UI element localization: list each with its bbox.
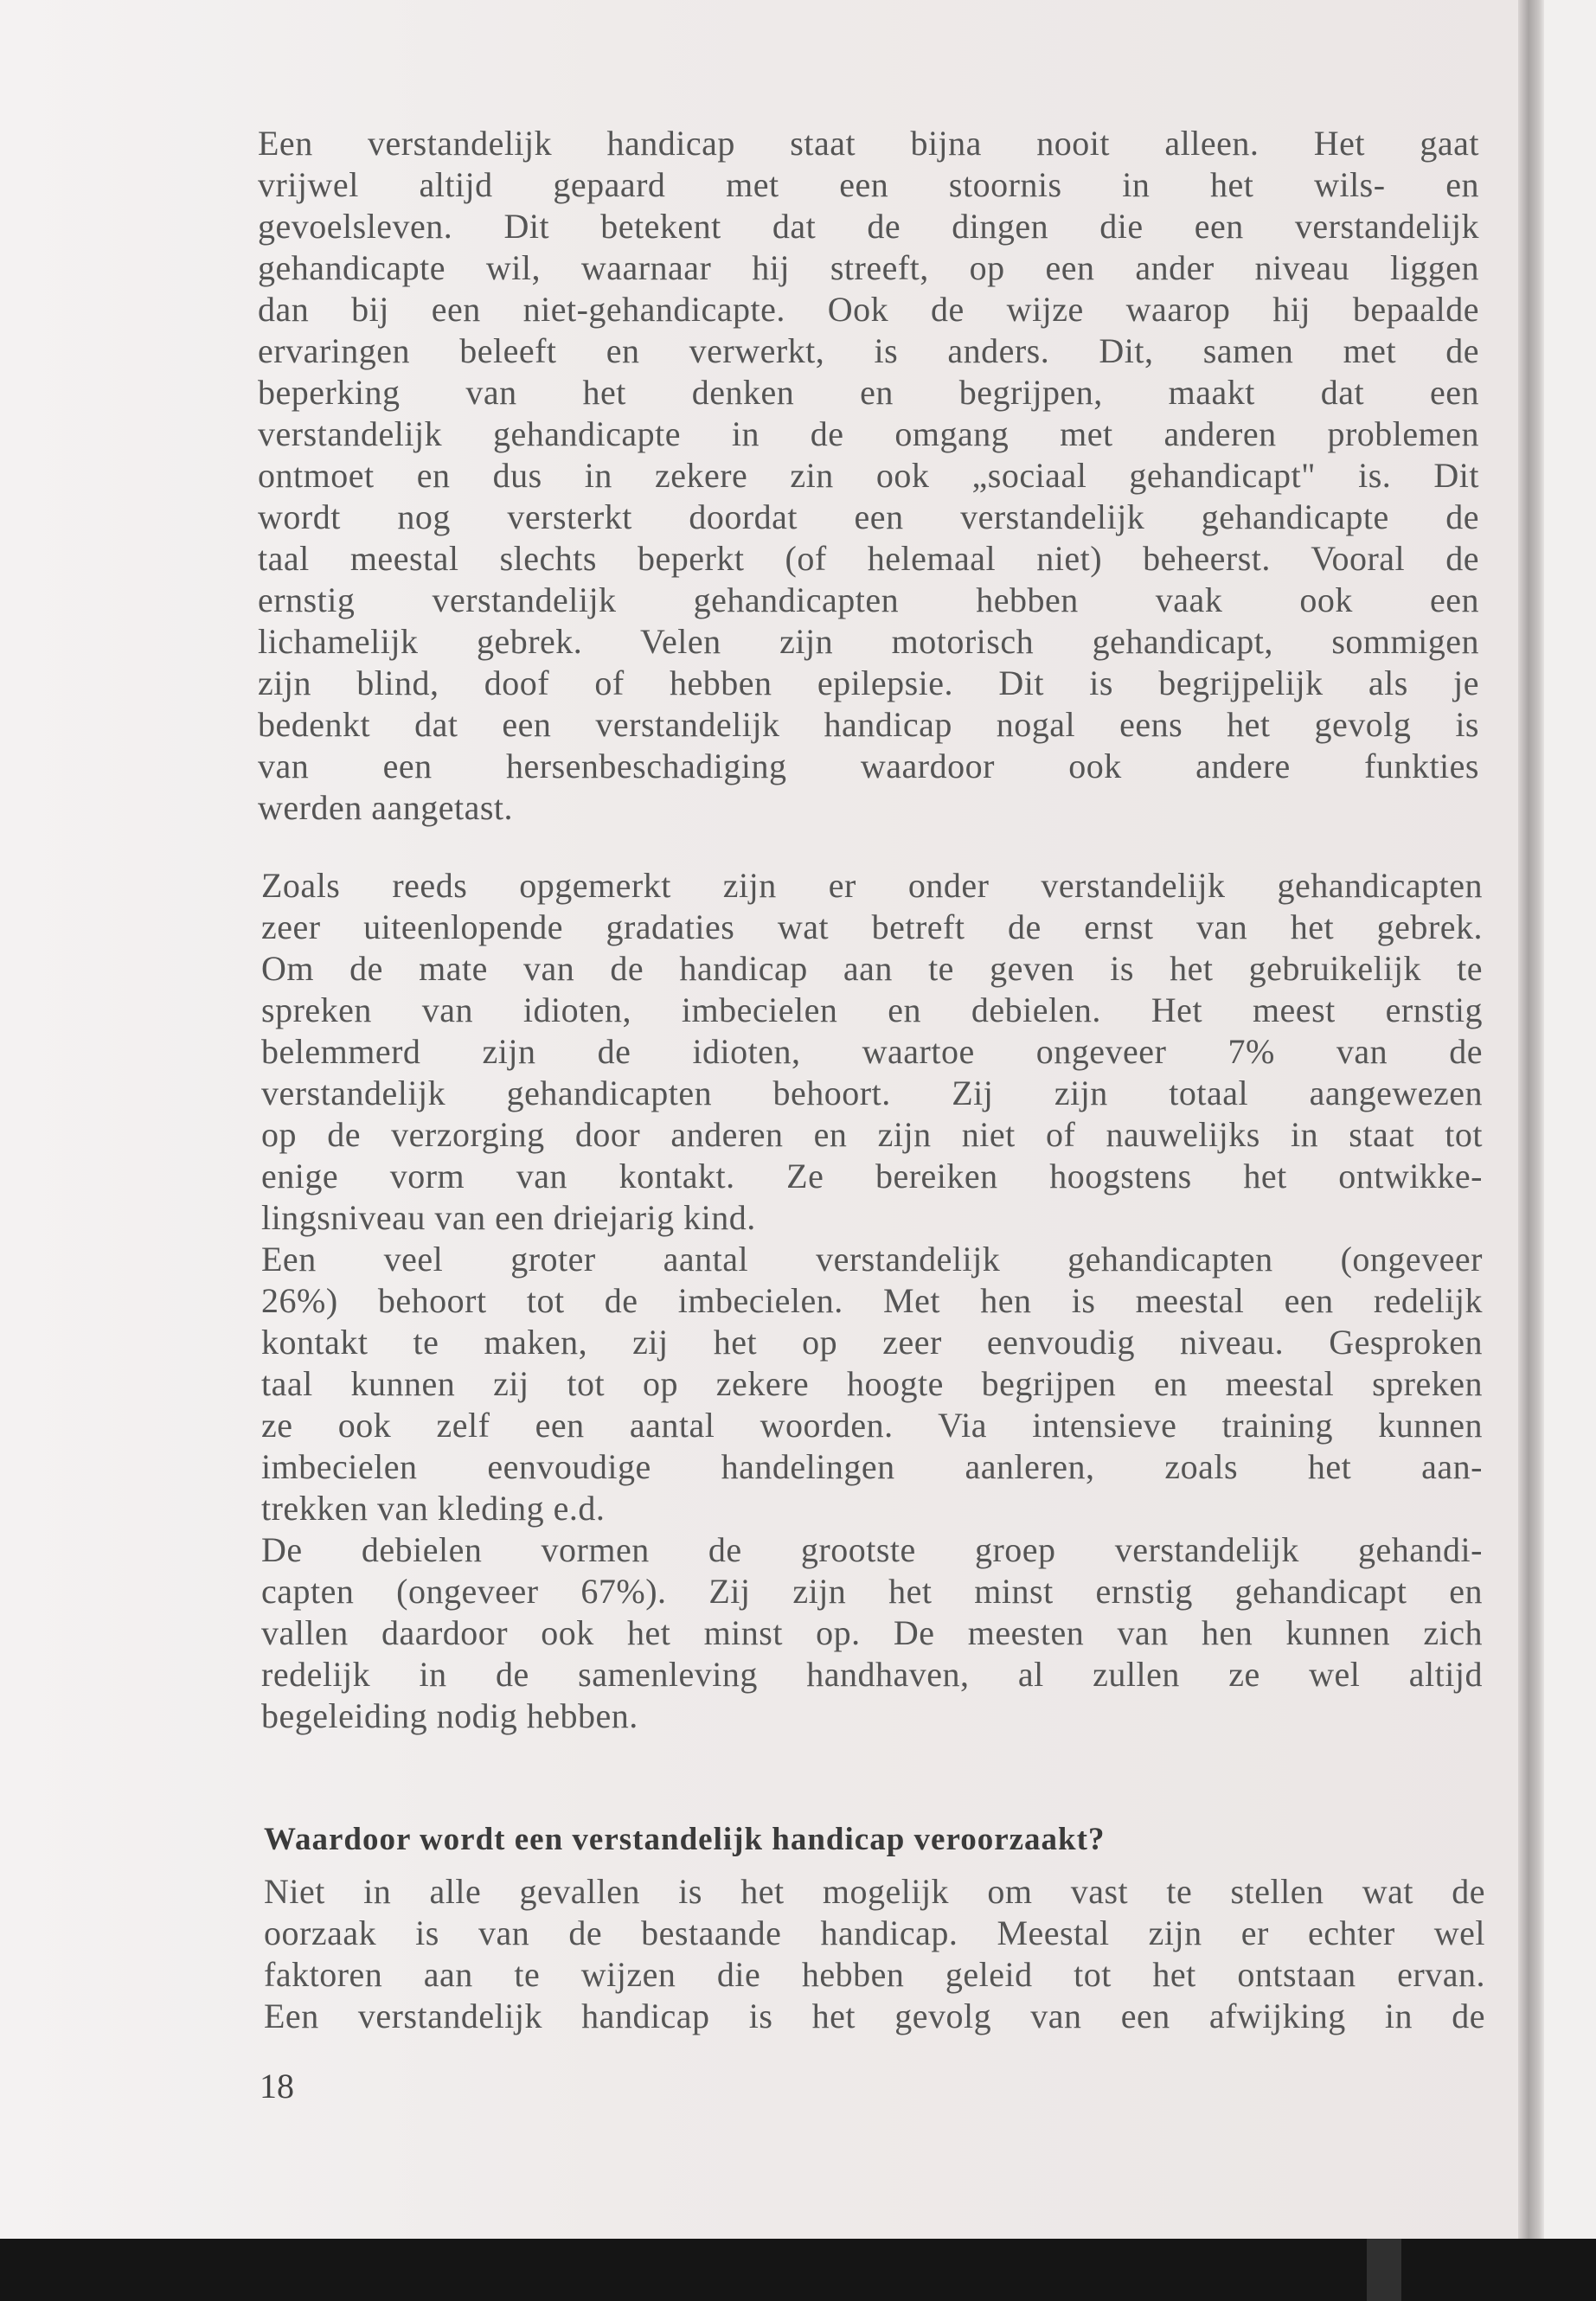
text-line: beperking van het denken en begrijpen, maakt dat een — [258, 373, 1479, 412]
text-line: Niet in alle gevallen is het mogelijk om vast te stellen wat de — [264, 1872, 1485, 1911]
text-line: belemmerd zijn de idioten, waartoe ongeveer 7% van de — [261, 1032, 1483, 1071]
text-line: wordt nog versterkt doordat een verstandelijk gehandicapte de — [258, 497, 1479, 536]
text-line: vrijwel altijd gepaard met een stoornis in het wils- en — [258, 165, 1479, 204]
text-line: begeleiding nodig hebben. — [261, 1696, 638, 1735]
text-line: Een verstandelijk handicap is het gevolg van een afwijking in de — [264, 1997, 1485, 2035]
text-line: gevoelsleven. Dit betekent dat de dingen die een verstandelijk — [258, 207, 1479, 246]
scan-bottom-border — [0, 2239, 1596, 2301]
text-line: kontakt te maken, zij het op zeer eenvoudig niveau. Gesproken — [261, 1323, 1483, 1362]
text-line: Een veel groter aantal verstandelijk gehandicapten (ongeveer — [261, 1240, 1483, 1279]
text-line: Een verstandelijk handicap staat bijna nooit alleen. Het gaat — [258, 124, 1479, 163]
text-line: verstandelijk gehandicapte in de omgang met anderen problemen — [258, 414, 1479, 453]
text-line: oorzaak is van de bestaande handicap. Meestal zijn er echter wel — [264, 1913, 1485, 1952]
text-line: redelijk in de samenleving handhaven, al zullen ze wel altijd — [261, 1655, 1483, 1694]
text-line: 26%) behoort tot de imbecielen. Met hen is meestal een redelijk — [261, 1281, 1483, 1320]
text-line: ervaringen beleeft en verwerkt, is anders. Dit, samen met de — [258, 331, 1479, 370]
text-line: van een hersenbeschadiging waardoor ook andere funkties — [258, 747, 1479, 785]
text-line: bedenkt dat een verstandelijk handicap nogal eens het gevolg is — [258, 705, 1479, 744]
text-line: trekken van kleding e.d. — [261, 1489, 606, 1528]
adjacent-page-edge — [1544, 0, 1596, 2249]
text-line: Zoals reeds opgemerkt zijn er onder verstandelijk gehandicapten — [261, 866, 1483, 905]
text-line: verstandelijk gehandicapten behoort. Zij zijn totaal aangewezen — [261, 1074, 1483, 1112]
text-line: werden aangetast. — [258, 788, 514, 827]
text-line: zijn blind, doof of hebben epilepsie. Dit is begrijpelijk als je — [258, 663, 1479, 702]
text-line: Om de mate van de handicap aan te geven is het gebruikelijk te — [261, 949, 1483, 988]
text-line: dan bij een niet-gehandicapte. Ook de wijze waarop hij bepaalde — [258, 290, 1479, 329]
text-line: lichamelijk gebrek. Velen zijn motorisch gehandicapt, sommigen — [258, 622, 1479, 661]
text-line: De debielen vormen de grootste groep verstandelijk gehandi- — [261, 1530, 1483, 1569]
text-line: imbecielen eenvoudige handelingen aanleren, zoals het aan- — [261, 1447, 1483, 1486]
text-line: ernstig verstandelijk gehandicapten hebben vaak ook een — [258, 580, 1479, 619]
text-line: zeer uiteenlopende gradaties wat betreft de ernst van het gebrek. — [261, 907, 1483, 946]
book-gutter-shadow — [1518, 0, 1544, 2249]
text-line: spreken van idioten, imbecielen en debielen. Het meest ernstig — [261, 990, 1483, 1029]
text-line: enige vorm van kontakt. Ze bereiken hoogstens het ontwikke- — [261, 1157, 1483, 1195]
text-line: capten (ongeveer 67%). Zij zijn het minst ernstig gehandicapt en — [261, 1572, 1483, 1611]
text-line: gehandicapte wil, waarnaar hij streeft, op een ander niveau liggen — [258, 248, 1479, 287]
section-heading: Waardoor wordt een verstandelijk handicap veroorzaakt? — [264, 1822, 1106, 1857]
text-line: vallen daardoor ook het minst op. De meesten van hen kunnen zich — [261, 1613, 1483, 1652]
text-line: op de verzorging door anderen en zijn niet of nauwelijks in staat tot — [261, 1115, 1483, 1154]
page-number: 18 — [260, 2067, 294, 2106]
text-line: faktoren aan te wijzen die hebben geleid tot het ontstaan ervan. — [264, 1955, 1485, 1994]
text-line: ze ook zelf een aantal woorden. Via intensieve training kunnen — [261, 1406, 1483, 1445]
text-line: lingsniveau van een driejarig kind. — [261, 1198, 756, 1237]
text-line: taal meestal slechts beperkt (of helemaal niet) beheerst. Vooral de — [258, 539, 1479, 578]
text-line: ontmoet en dus in zekere zin ook „sociaal gehandicapt" is. Dit — [258, 456, 1479, 495]
text-line: taal kunnen zij tot op zekere hoogte begrijpen en meestal spreken — [261, 1364, 1483, 1403]
